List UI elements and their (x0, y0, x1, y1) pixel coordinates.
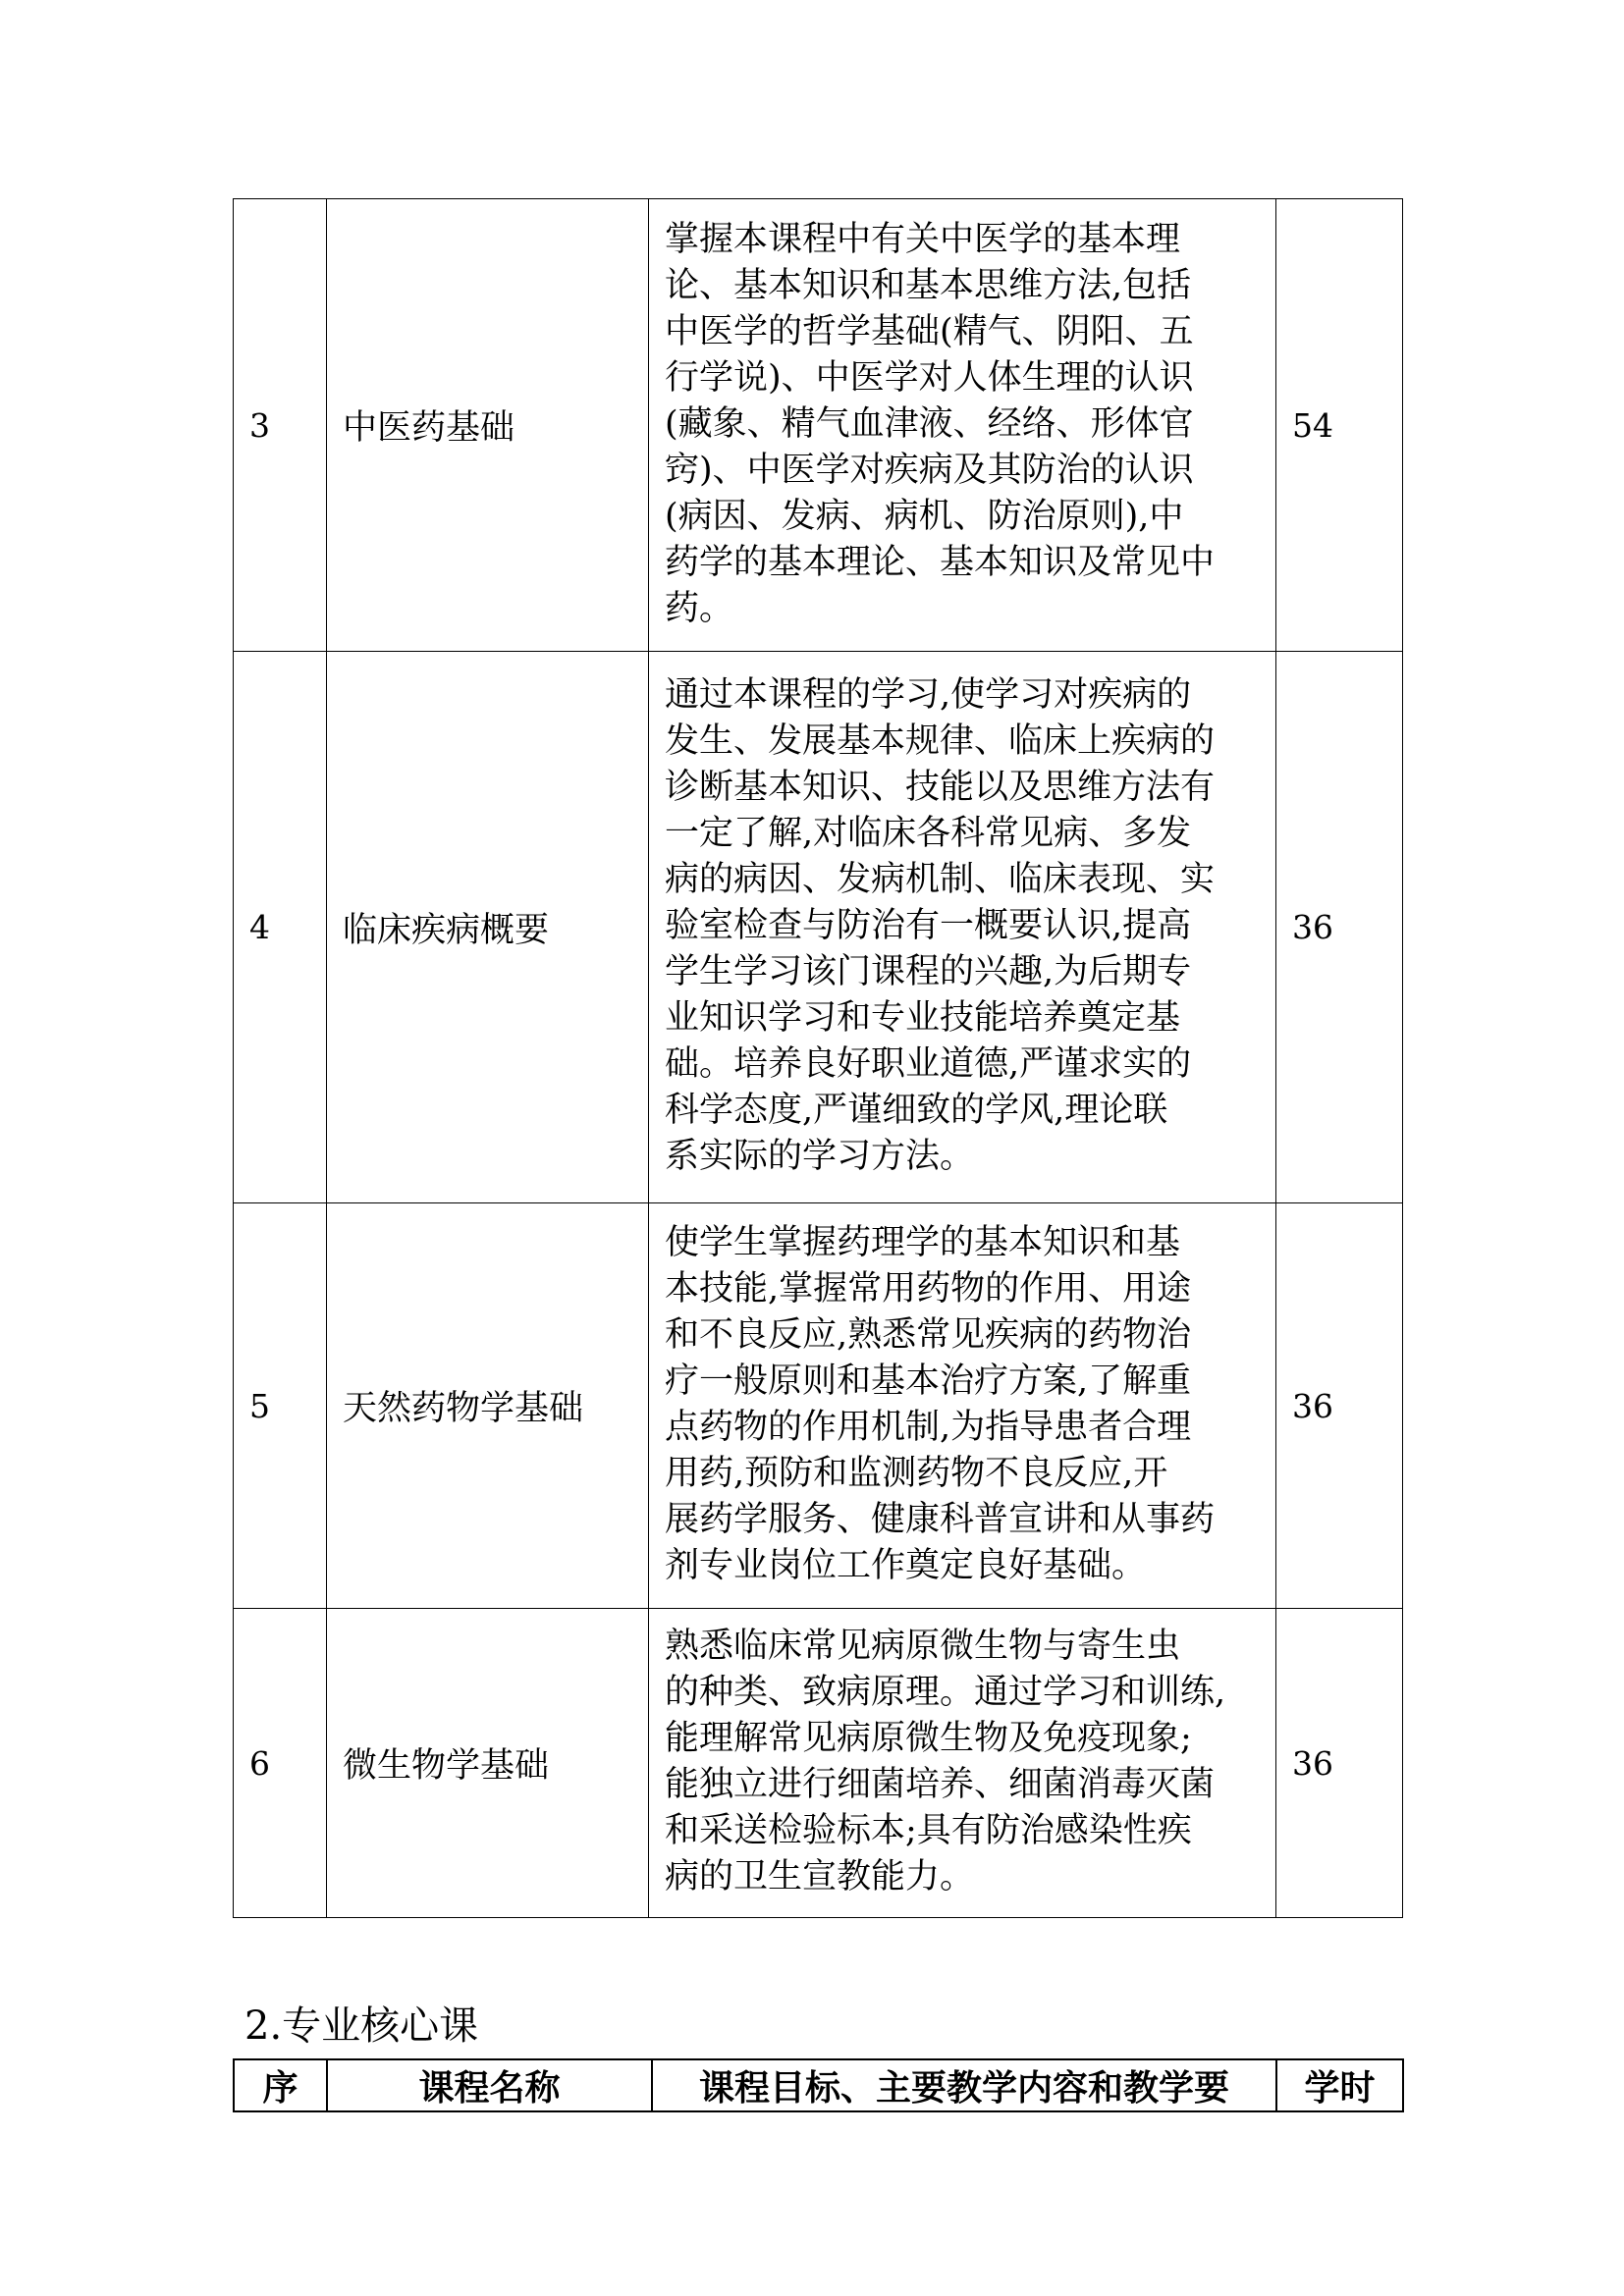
course-description (649, 1203, 1276, 1609)
course-hours: 36 (1276, 1609, 1403, 1918)
header-row (234, 2059, 1403, 2111)
description-line: 疗一般原则和基本治疗方案,了解重 (665, 1362, 1192, 1401)
description-line: 病的病因、发病机制、临床表现、实 (665, 860, 1216, 899)
table-row (234, 199, 1403, 652)
course-number: 4 (234, 652, 327, 1203)
header-hours: 学时 (1276, 2059, 1403, 2111)
description-line: 剂专业岗位工作奠定良好基础。 (665, 1546, 1147, 1585)
header-course-name: 课程名称 (327, 2059, 652, 2111)
description-line: 用药,预防和监测药物不良反应,开 (665, 1454, 1168, 1493)
description-line: 药学的基本理论、基本知识及常见中 (665, 542, 1216, 582)
description-line: 窍)、中医学对疾病及其防治的认识 (665, 450, 1194, 490)
description-line: 掌握本课程中有关中医学的基本理 (665, 219, 1181, 259)
description-line: 能理解常见病原微生物及免疫现象; (665, 1719, 1192, 1758)
course-number: 5 (234, 1203, 327, 1609)
description-line: 病的卫生宣教能力。 (665, 1857, 975, 1896)
description-line: 学生学习该门课程的兴趣,为后期专 (665, 952, 1192, 991)
core-course-table-header (233, 2058, 1404, 2112)
description-line: 使学生掌握药理学的基本知识和基 (665, 1223, 1181, 1262)
course-name: 天然药物学基础 (327, 1203, 649, 1609)
course-hours: 54 (1276, 199, 1403, 652)
course-description (649, 1609, 1276, 1918)
description-line: 验室检查与防治有一概要认识,提高 (665, 906, 1192, 945)
course-name: 临床疾病概要 (327, 652, 649, 1203)
section-title: 2.专业核心课 (244, 2003, 479, 2049)
course-description (649, 652, 1276, 1203)
description-line: 药。 (665, 588, 734, 628)
description-line: 通过本课程的学习,使学习对疾病的 (665, 675, 1192, 715)
header-description: 课程目标、主要教学内容和教学要 (652, 2059, 1276, 2111)
description-line: 能独立进行细菌培养、细菌消毒灭菌 (665, 1765, 1216, 1804)
description-line: 的种类、致病原理。通过学习和训练, (665, 1673, 1226, 1712)
description-line: 和采送检验标本;具有防治感染性疾 (665, 1811, 1192, 1850)
description-line: 业知识学习和专业技能培养奠定基 (665, 998, 1181, 1038)
description-line: 点药物的作用机制,为指导患者合理 (665, 1408, 1192, 1447)
table-row (234, 1609, 1403, 1918)
description-line: 熟悉临床常见病原微生物与寄生虫 (665, 1627, 1181, 1666)
table-row (234, 652, 1403, 1203)
description-line: (藏象、精气血津液、经络、形体官 (665, 403, 1194, 444)
course-description (649, 199, 1276, 652)
course-name: 中医药基础 (327, 199, 649, 652)
course-hours: 36 (1276, 652, 1403, 1203)
description-line: 中医学的哲学基础(精气、阴阳、五 (665, 311, 1194, 351)
course-hours: 36 (1276, 1203, 1403, 1609)
description-line: 发生、发展基本规律、临床上疾病的 (665, 721, 1216, 761)
table-row (234, 1203, 1403, 1609)
description-line: 系实际的学习方法。 (665, 1137, 975, 1176)
description-line: 本技能,掌握常用药物的作用、用途 (665, 1269, 1192, 1308)
description-line: 一定了解,对临床各科常见病、多发 (665, 814, 1192, 853)
description-line: 诊断基本知识、技能以及思维方法有 (665, 768, 1216, 807)
description-line: 础。培养良好职业道德,严谨求实的 (665, 1044, 1192, 1084)
course-table (233, 198, 1403, 1918)
description-line: 科学态度,严谨细致的学风,理论联 (665, 1091, 1168, 1130)
description-line: 和不良反应,熟悉常见疾病的药物治 (665, 1315, 1192, 1355)
description-line: 展药学服务、健康科普宣讲和从事药 (665, 1500, 1216, 1539)
course-number: 3 (234, 199, 327, 652)
description-line: 论、基本知识和基本思维方法,包括 (665, 265, 1192, 305)
course-number: 6 (234, 1609, 327, 1918)
header-number: 序 (234, 2059, 327, 2111)
course-name: 微生物学基础 (327, 1609, 649, 1918)
description-line: (病因、发病、病机、防治原则),中 (665, 496, 1184, 536)
description-line: 行学说)、中医学对人体生理的认识 (665, 357, 1194, 398)
